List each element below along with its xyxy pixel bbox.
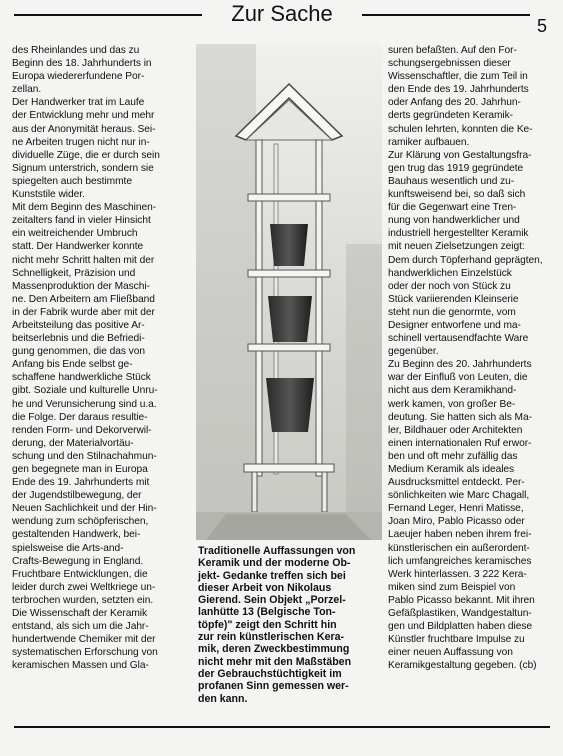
- page-number: 5: [537, 16, 548, 36]
- text-line: Ende des 19. Jahrhunderts mit: [12, 477, 150, 489]
- text-line: ein weitreichender Umbruch: [12, 228, 138, 240]
- text-line: der Entwicklung mehr und mehr: [12, 110, 155, 122]
- text-line: Fruchtbare Entwicklungen, die: [12, 568, 148, 580]
- text-line: Keramikgestaltung gegeben. (cb): [388, 660, 537, 672]
- text-line: spiegelten auch bestimmte: [12, 175, 132, 187]
- text-line: Der Handwerker trat im Laufe: [12, 97, 145, 109]
- caption-line: nicht mehr mit den Maßstäben: [198, 655, 352, 668]
- text-line: ben und oft mehr zufällig das: [388, 450, 518, 462]
- text-line: lich umfangreiches keramisches: [388, 555, 532, 567]
- caption-line: Gierend. Sein Objekt „Porzel-: [198, 594, 346, 607]
- text-line: Europa wiedererfundene Por-: [12, 71, 145, 83]
- text-line: Signum unterstrich, sondern sie: [12, 162, 154, 174]
- text-line: terbrochen wurden, setzten ein.: [12, 594, 154, 606]
- text-line: Designer entworfene und ma-: [388, 319, 521, 331]
- text-line: künstlerischen ein außerordent-: [388, 542, 530, 554]
- header-rule-right: [362, 14, 530, 16]
- text-line: renden Form- und Dekorverwil-: [12, 424, 152, 436]
- text-line: gestaltenden Handwerk, bei-: [12, 529, 141, 541]
- text-line: he und Verunsicherung sind u.a.: [12, 398, 157, 410]
- text-line: Kunststile wider.: [12, 189, 85, 201]
- caption-line: jekt- Gedanke treffen sich bei: [198, 569, 346, 582]
- caption-line: lanhütte 13 (Belgische Ton-: [198, 606, 336, 619]
- section-title: Zur Sache: [231, 1, 333, 26]
- caption-line: profanen Sinn gemessen wer-: [198, 680, 349, 693]
- text-line: schaffene handwerkliche Stück: [12, 372, 151, 384]
- text-line: ne Arbeiten trugen nicht nur in-: [12, 136, 150, 148]
- page-header: [0, 0, 563, 40]
- text-line: oder Anfang des 20. Jahrhun-: [388, 97, 521, 109]
- text-line: handwerklichen Einzelstück: [388, 267, 512, 279]
- text-line: Gefäßplastiken, Wandgestaltun-: [388, 608, 532, 620]
- text-line: schinell vertausendfachte Ware: [388, 333, 529, 345]
- text-line: industriell hergestellter Keramik: [388, 228, 529, 240]
- text-line: gegenüber.: [388, 346, 439, 358]
- text-line: ne. Den Arbeitern am Fließband: [12, 293, 155, 305]
- text-line: nicht aus dem Keramikhand-: [388, 385, 517, 397]
- text-line: Bauhaus wesentlich und zu-: [388, 175, 515, 187]
- text-line: einen internationalen Ruf erwor-: [388, 437, 532, 449]
- text-line: Fernand Leger, Henri Matisse,: [388, 503, 524, 515]
- caption-line: Keramik und der moderne Ob-: [198, 557, 351, 570]
- text-line: sönlichkeiten wie Marc Chagall,: [388, 490, 530, 502]
- caption-line: mik, deren Zweckbestimmung: [198, 643, 350, 656]
- text-line: systematischen Erforschung von: [12, 647, 158, 659]
- text-line: schung und den Stilnachahmun-: [12, 450, 157, 462]
- text-line: wendung zum schöpferischen,: [12, 516, 149, 528]
- text-line: zellan.: [12, 84, 42, 96]
- text-line: Joan Miro, Pablo Picasso oder: [388, 516, 525, 528]
- text-line: gung genommen, die das von: [12, 346, 145, 358]
- text-line: ler, Bildhauer oder Architekten: [388, 424, 523, 436]
- text-column-right: [388, 44, 550, 673]
- text-line: gen trug das 1919 gegründete: [388, 162, 524, 174]
- text-line: den Ende des 19. Jahrhunderts: [388, 84, 529, 96]
- text-line: Beginn des 18. Jahrhunderts in: [12, 58, 152, 70]
- text-line: derts gegründeten Keramik-: [388, 110, 513, 122]
- text-line: derung, der Materialvortäu-: [12, 437, 134, 449]
- text-line: Arbeitsteilung das positive Ar-: [12, 319, 145, 331]
- text-line: einer neuen Auffassung von: [388, 647, 513, 659]
- text-line: Neuen Sachlichkeit und der Hin-: [12, 503, 157, 515]
- text-line: für die Gegenwart eine Tren-: [388, 202, 517, 214]
- text-line: Pablo Picasso bekannt. Mit ihren: [388, 594, 535, 606]
- text-line: Die Wissenschaft der Keramik: [12, 608, 148, 620]
- text-line: Crafts-Bewegung in England.: [12, 555, 144, 567]
- text-line: zeitalters fand in vieler Hinsicht: [12, 215, 151, 227]
- text-line: aus der Anonymität heraus. Sei-: [12, 123, 156, 135]
- text-line: steht nun die genormte, vom: [388, 306, 516, 318]
- text-line: schungsergebnissen dieser: [388, 58, 511, 70]
- caption-line: töpfe)" zeigt den Schritt hin: [198, 618, 337, 631]
- text-line: leider durch zwei Weltkriege un-: [12, 581, 156, 593]
- caption-line: der Gebrauchstüchtigkeit im: [198, 667, 342, 680]
- text-line: dividuelle Züge, die er durch sein: [12, 149, 160, 161]
- text-line: nung von handwerklicher und: [388, 215, 520, 227]
- text-line: Laeujer haben neben ihrem frei-: [388, 529, 532, 541]
- text-line: statt. Der Handwerker konnte: [12, 241, 144, 253]
- text-line: gibt. Soziale und kulturelle Unru-: [12, 385, 158, 397]
- text-line: war der Einfluß von Leuten, die: [388, 372, 528, 384]
- text-line: Anfang bis Ende selbst ge-: [12, 359, 133, 371]
- text-line: nicht mehr Schritt halten mit der: [12, 254, 155, 266]
- text-line: Medium Keramik als ideales: [388, 464, 515, 475]
- text-line: gen begegnete man in Europa: [12, 464, 148, 475]
- text-line: gen und Bildplatten haben diese: [388, 621, 533, 633]
- text-line: suren befaßten. Auf den For-: [388, 45, 517, 56]
- text-line: des Rheinlandes und das zu: [12, 45, 140, 56]
- text-line: der Jugendstilbewegung, der: [12, 490, 142, 502]
- text-line: Stück variierenden Kleinserie: [388, 293, 519, 305]
- caption-line: zur rein künstlerischen Kera-: [198, 631, 345, 644]
- text-line: keramischen Massen und Gla-: [12, 660, 149, 672]
- sculpture-photo: [196, 44, 382, 540]
- footer-rule: [14, 726, 550, 728]
- header-rule-left: [14, 14, 202, 16]
- text-line: die Folge. Der daraus resultie-: [12, 411, 148, 423]
- caption-line: den kann.: [198, 692, 248, 705]
- text-line: Wissenschaftler, die zum Teil in: [388, 71, 528, 83]
- text-line: miken sind zum Beispiel von: [388, 581, 516, 593]
- text-line: entstand, als sich um die Jahr-: [12, 621, 149, 633]
- text-line: schulen lehrten, konnten die Ke-: [388, 123, 533, 135]
- text-line: mit neuen Zielsetzungen zeigt:: [388, 241, 525, 253]
- text-line: deutung. Sie hatten sich als Ma-: [388, 411, 532, 423]
- text-line: Dem durch Töpferhand geprägten,: [388, 254, 543, 266]
- text-line: ramiker aufbauen.: [388, 136, 470, 148]
- text-line: beitserlebnis und die Befriedi-: [12, 333, 145, 345]
- photo-caption: [198, 545, 380, 705]
- text-line: Werk hinterlassen. 3 222 Kera-: [388, 568, 527, 580]
- text-line: hundertwende Chemiker mit der: [12, 634, 156, 646]
- text-line: Massenproduktion der Maschi-: [12, 280, 150, 292]
- text-line: kunftsweisend bei, so daß sich: [388, 189, 526, 201]
- caption-line: Traditionelle Auffassungen von: [198, 545, 356, 557]
- text-line: Schnelligkeit, Präzision und: [12, 267, 136, 279]
- text-line: in der Fabrik wurde aber mit der: [12, 306, 155, 318]
- text-line: Ausdrucksmittel entdeckt. Per-: [388, 477, 525, 489]
- text-column-left: [12, 44, 194, 673]
- text-line: Zu Beginn des 20. Jahrhunderts: [388, 359, 532, 371]
- text-line: oder der noch von Stück zu: [388, 280, 511, 292]
- caption-line: dieser Arbeit von Nikolaus: [198, 581, 332, 594]
- text-line: Mit dem Beginn des Maschinen-: [12, 202, 157, 214]
- text-line: Künstler fruchtbare Impulse zu: [388, 634, 525, 646]
- text-line: Zur Klärung von Gestaltungsfra-: [388, 149, 532, 161]
- text-line: spielsweise die Arts-and-: [12, 542, 124, 554]
- text-line: werk kamen, von großer Be-: [388, 398, 516, 410]
